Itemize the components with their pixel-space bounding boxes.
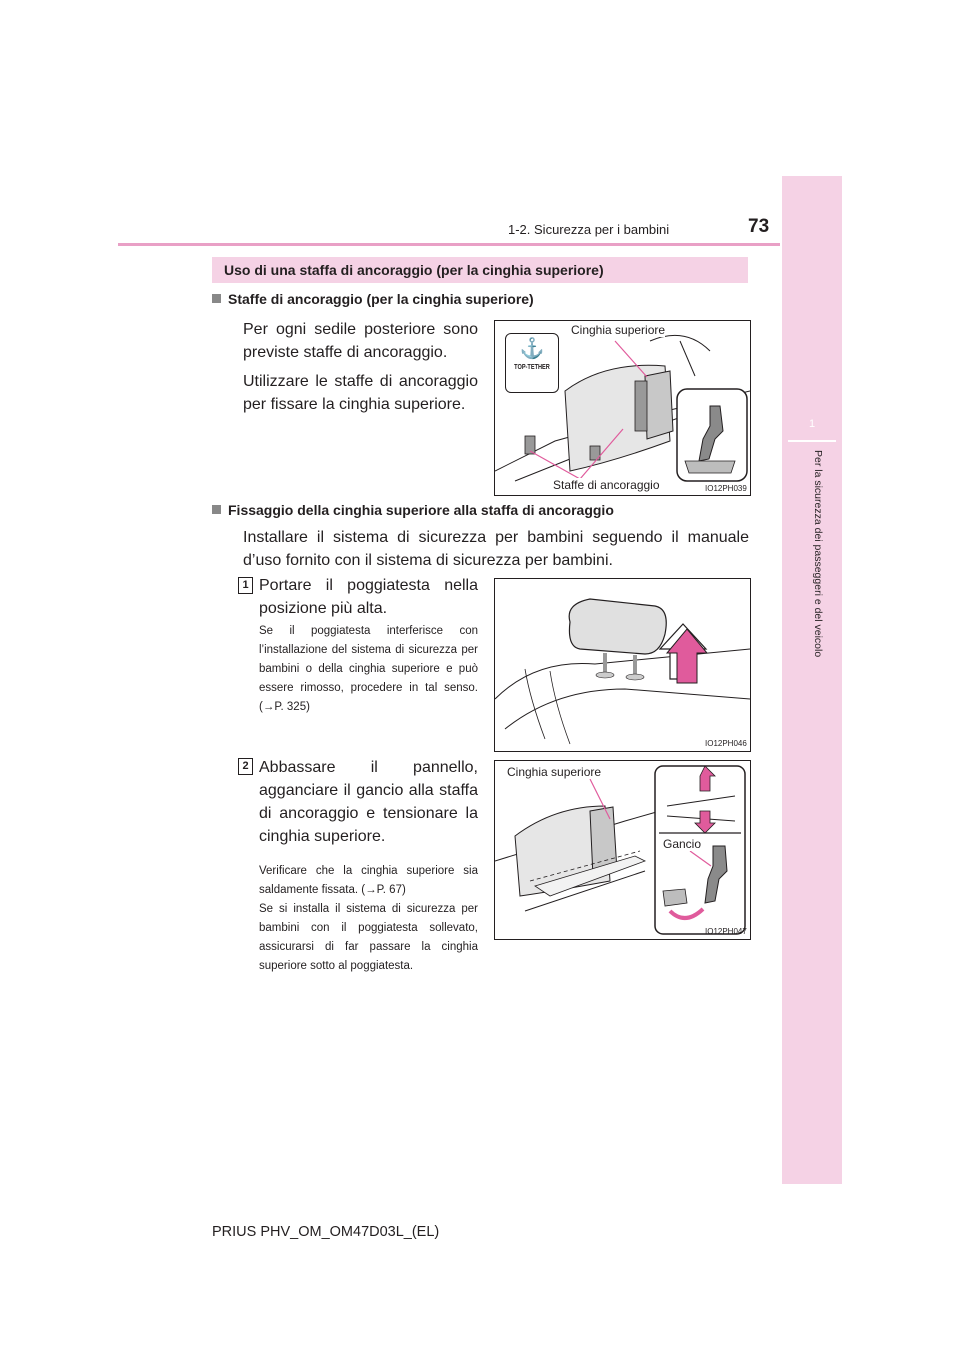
step2-number: 2: [238, 758, 253, 775]
top-tether-logo-text: TOP-TETHER: [514, 364, 550, 371]
top-tether-logo: [505, 333, 559, 393]
tab-divider: [788, 440, 836, 442]
chapter-title: Per la sicurezza dei passeggeri e del veicolo: [812, 450, 824, 658]
block2-intro: Installare il sistema di sicurezza per bambini seguendo il manuale d’uso fornito con il sistema di sicurezza per bambini.: [243, 529, 749, 569]
hook-illustration: [495, 761, 750, 939]
figure3-label-top-strap: Cinghia superiore: [507, 765, 602, 779]
page-number: 73: [748, 216, 770, 237]
block2-heading: Fissaggio della cinghia superiore alla staffa di ancoraggio: [212, 502, 614, 518]
block1-para2: Utilizzare le staffe di ancoraggio per fissare la cinghia superiore.: [243, 373, 478, 413]
step2-note: Verificare che la cinghia superiore sia saldamente fissata. (→P. 67) Se si installa il sistema di sicurezza per bambini con il poggiatesta sollevato, assicurarsi di far passare la cinghia superiore sotto al poggiatesta.: [259, 865, 478, 972]
step1-note: Se il poggiatesta interferisce con l’installazione del sistema di sicurezza per bambini o della cinghia superiore e può essere rimosso, procedere in tal senso. (→P. 325): [259, 625, 478, 713]
header-rule: [118, 243, 780, 246]
step1-number: 1: [238, 577, 253, 594]
anchor-icon: ⚓: [519, 338, 545, 360]
figure1-label-top-strap: Cinghia superiore: [571, 323, 666, 337]
square-bullet-icon: [212, 505, 221, 514]
headrest-illustration: [495, 579, 750, 751]
figure1-label-anchor: Staffe di ancoraggio: [553, 478, 660, 492]
figure-anchor-brackets: [494, 320, 751, 496]
block1-para1: Per ogni sedile posteriore sono previste staffe di ancoraggio.: [243, 321, 478, 361]
figure2-id: IO12PH046: [705, 739, 747, 748]
chapter-number: 1: [808, 418, 816, 430]
step1-text: Portare il poggiatesta nella posizione più alta.: [259, 577, 478, 617]
step2-text: Abbassare il pannello, agganciare il gancio alla staffa di ancoraggio e tensionare la cinghia superiore.: [259, 759, 478, 845]
section-title: 1-2. Sicurezza per i bambini: [508, 222, 670, 237]
figure3-id: IO12PH047: [705, 927, 747, 936]
square-bullet-icon: [212, 294, 221, 303]
figure-headrest-raise: [494, 578, 751, 752]
figure1-id: IO12PH039: [705, 484, 747, 493]
up-arrow-icon: [665, 625, 699, 679]
figure-hook-attach: [494, 760, 751, 940]
block1-heading: Staffe di ancoraggio (per la cinghia superiore): [212, 291, 534, 307]
chapter-side-tab: [782, 176, 842, 1184]
figure3-label-hook: Gancio: [663, 837, 702, 851]
section-bar-title: Uso di una staffa di ancoraggio (per la cinghia superiore): [224, 262, 604, 278]
document-code: PRIUS PHV_OM_OM47D03L_(EL): [212, 1224, 440, 1240]
